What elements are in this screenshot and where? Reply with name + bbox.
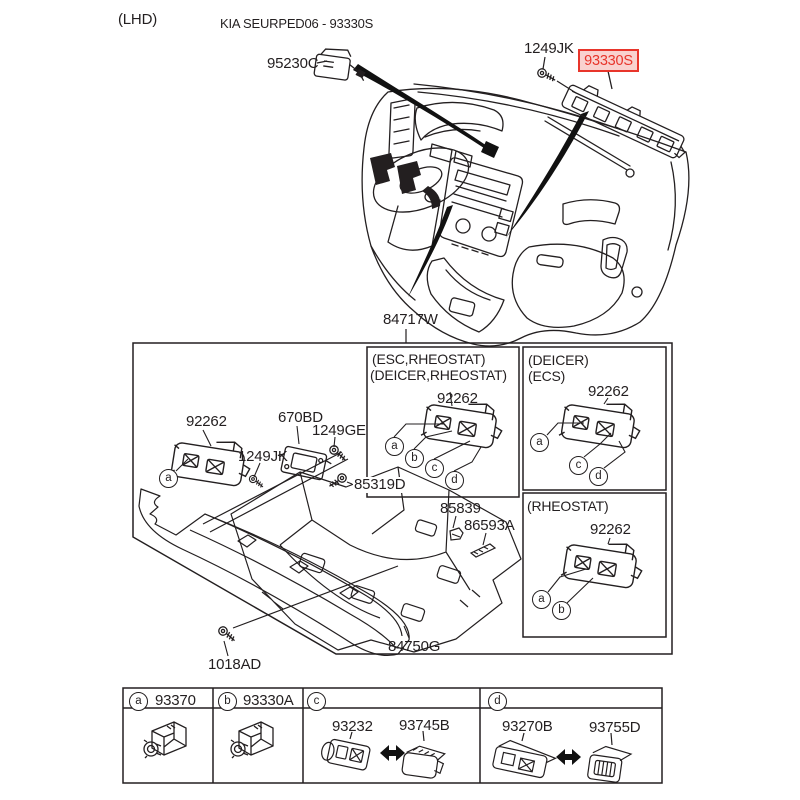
switch-93745b-icon (402, 731, 446, 780)
clip-85839-icon (450, 528, 463, 540)
screw-85319d-icon (327, 472, 347, 490)
relay-93330a-icon (231, 722, 273, 758)
screw-1249jk-top-icon (536, 57, 576, 93)
legend-key-a: a (129, 692, 148, 711)
variant-caption-esc-rheostat: (ESC,RHEOSTAT) (372, 351, 486, 367)
variant-caption-rheostat: (RHEOSTAT) (527, 498, 609, 514)
part-label-84750g[interactable]: 84750G (388, 638, 441, 655)
part-label-86593a[interactable]: 86593A (464, 517, 515, 534)
part-label-85839[interactable]: 85839 (440, 500, 481, 517)
switch-93270b-icon (492, 733, 557, 780)
callout-a-esc: a (385, 437, 404, 456)
part-label-95230c[interactable]: 95230C (267, 55, 319, 72)
callout-b-rheostat: b (552, 601, 571, 620)
part-label-85319d[interactable]: 85319D (354, 476, 406, 493)
legend-part-93745b[interactable]: 93745B (399, 717, 450, 734)
callout-b-esc: b (405, 449, 424, 468)
switch-93232-icon (320, 732, 371, 771)
lamp-92262-rheostat-icon (561, 535, 646, 590)
highlighted-part-text: 93330S (584, 52, 633, 69)
callout-a-rheostat: a (532, 590, 551, 609)
legend-key-c: c (307, 692, 326, 711)
part-label-92262-esc[interactable]: 92262 (437, 390, 478, 407)
callout-c-esc: c (425, 459, 444, 478)
legend-part-93232[interactable]: 93232 (332, 718, 373, 735)
sensor-95230c-icon (314, 46, 368, 83)
variant-caption-ecs: (ECS) (528, 368, 566, 384)
screw-1249jk-main-icon (248, 474, 265, 489)
part-label-92262-deicer[interactable]: 92262 (588, 383, 629, 400)
part-label-1249jk-top[interactable]: 1249JK (524, 40, 574, 57)
legend-part-93270b[interactable]: 93270B (502, 718, 553, 735)
callout-a-main: a (159, 469, 178, 488)
legend-table-grid (123, 688, 662, 783)
catalog-title: KIA SEURPED06 - 93330S (220, 16, 374, 31)
part-label-84717w[interactable]: 84717W (383, 311, 438, 328)
callout-a-deicer: a (530, 433, 549, 452)
relay-93370-icon (144, 722, 186, 758)
screw-1249ge-icon (328, 444, 348, 462)
highlighted-part-label-93330s[interactable] (578, 49, 639, 72)
legend-part-93370[interactable]: 93370 (155, 692, 196, 709)
legend-key-b: b (218, 692, 237, 711)
variant-caption-deicer: (DEICER) (528, 352, 589, 368)
callout-d-deicer: d (589, 467, 608, 486)
legend-part-93755d[interactable]: 93755D (589, 719, 641, 736)
legend-key-d: d (488, 692, 507, 711)
variant-caption-deicer-rheostat: (DEICER,RHEOSTAT) (370, 367, 507, 383)
switch-93755d-icon (587, 733, 631, 784)
floor-carpet-84750g-icon (231, 467, 521, 652)
legend-part-93330a[interactable]: 93330A (243, 692, 294, 709)
part-label-92262-rheostat[interactable]: 92262 (590, 521, 631, 538)
lamp-92262-deicer-icon (559, 395, 644, 450)
part-label-1018ad[interactable]: 1018AD (208, 656, 262, 673)
part-label-92262-main[interactable]: 92262 (186, 413, 227, 430)
callout-c-deicer: c (569, 456, 588, 475)
callout-d-esc: d (445, 471, 464, 490)
drive-type-label: (LHD) (118, 11, 157, 28)
part-label-670bd[interactable]: 670BD (278, 409, 323, 426)
variant-box-rheostat-frame (523, 493, 666, 637)
part-label-1249jk-main[interactable]: 1249JK (238, 448, 288, 465)
pad-86593a-icon (471, 544, 495, 557)
part-label-1249ge[interactable]: 1249GE (312, 422, 366, 439)
